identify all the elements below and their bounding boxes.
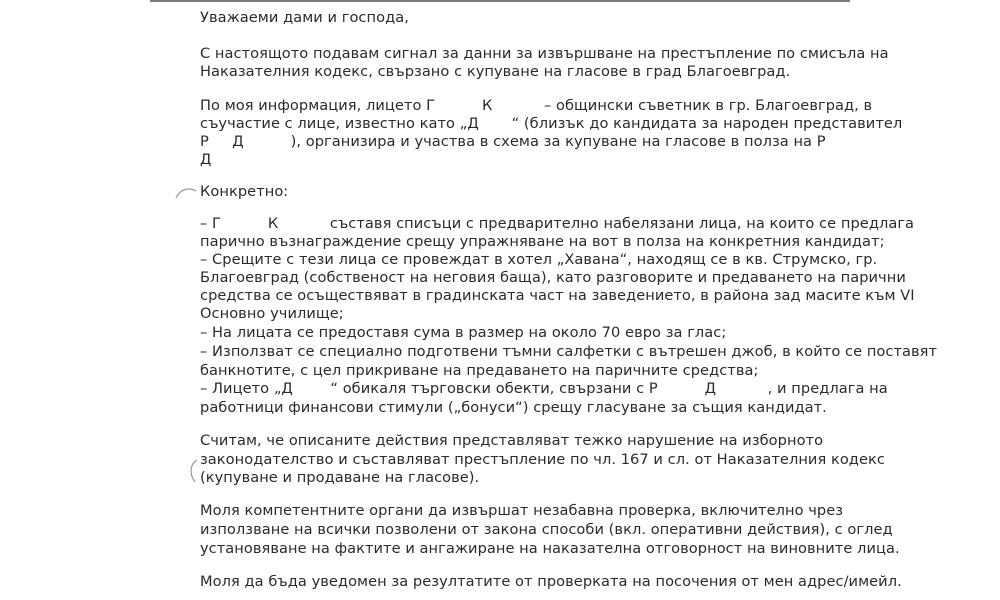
paragraph-line: използване на всички позволени от закона способи (вкл. оперативни действия), с оглед [200,521,893,538]
list-item-line: – На лицата се предоставя сума в размер на около 70 евро за глас; [200,324,727,341]
section-heading: Конкретно: [200,183,289,200]
list-item-line: работници финансови стимули („бонуси“) срещу гласуване за същия кандидат. [200,399,827,416]
paragraph-line: Р Д ), организира и участва в схема за купуване на гласове в полза на Р [200,133,826,150]
paragraph-line: С настоящото подавам сигнал за данни за извършване на престъпление по смисъла на [200,45,889,62]
closing-line: Моля да бъда уведомен за резултатите от проверката на посочения от мен адрес/имейл. [200,573,902,590]
paragraph-line: Д [200,151,212,168]
list-item-line: – Използват се специално подготвени тъмни салфетки с вътрешен джоб, в който се поставят [200,343,938,360]
list-item-line: – Лицето „Д “ обикаля търговски обекти, свързани с Р Д , и предлага на [200,380,888,397]
paragraph-line: съучастие с лице, известно като „Д “ (близък до кандидата за народен представител [200,115,903,132]
list-item-line: банкнотите, с цел прикриване на предаването на паричните средства; [200,362,759,379]
punch-hole-mark [186,458,200,484]
paragraph-line: установяване на фактите и ангажиране на наказателна отговорност на виновните лица. [200,540,900,557]
paragraph-line: По моя информация, лицето Г К – общински съветник в гр. Благоевград, в [200,97,873,114]
paragraph-line: законодателство и съставляват престъпление по чл. 167 и сл. от Наказателния кодекс [200,451,885,468]
page-top-edge [150,0,850,2]
document-page [150,0,938,600]
greeting: Уважаеми дами и господа, [200,9,409,26]
list-item-line: – Г К съставя списъци с предварително набелязани лица, на които се предлага [200,215,915,232]
paragraph-line: (купуване и продаване на гласове). [200,469,480,486]
punch-hole-mark [174,186,198,200]
paragraph-line: Наказателния кодекс, свързано с купуване на гласове в град Благоевград. [200,63,791,80]
list-item-line: Благоевград (собственост на неговия баща), като разговорите и предаването на парични [200,269,906,286]
list-item-line: средства се осъществяват в градинската част на заведението, в района зад масите към VI [200,287,915,304]
paragraph-line: Считам, че описаните действия представляват тежко нарушение на изборното [200,432,824,449]
list-item-line: – Срещите с тези лица се провеждат в хотел „Хавана“, находящ се в кв. Струмско, гр. [200,251,878,268]
list-item-line: парично възнаграждение срещу упражняване на вот в полза на конкретния кандидат; [200,233,885,250]
list-item-line: Основно училище; [200,305,344,322]
paragraph-line: Моля компетентните органи да извършат незабавна проверка, включително чрез [200,502,844,519]
